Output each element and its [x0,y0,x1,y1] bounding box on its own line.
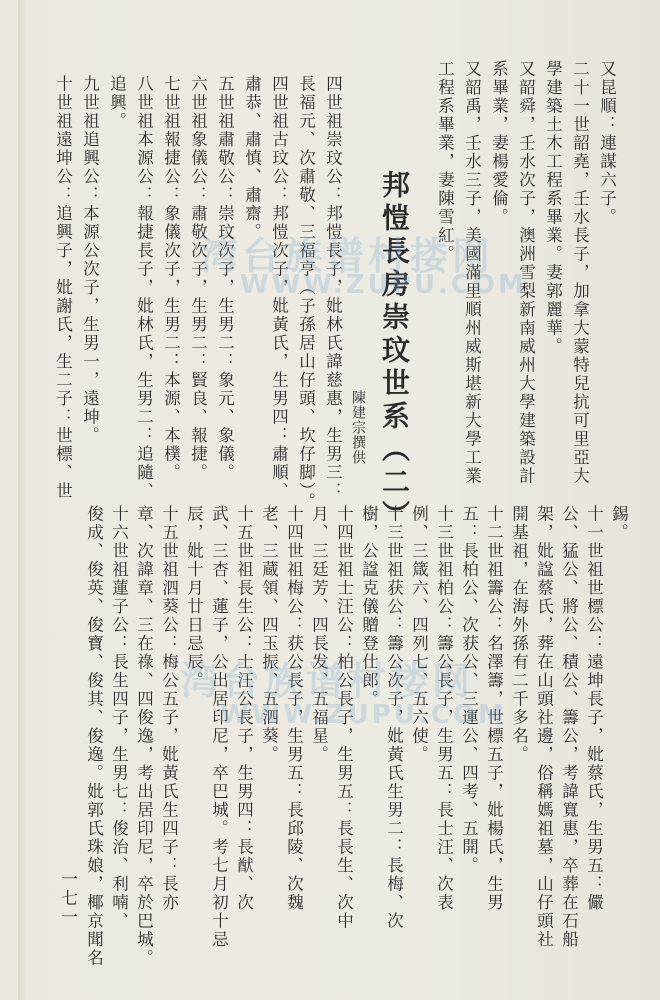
text-column-left-3: 四世祖古玟公：邦愷次子，妣黃氏，生男四：肅順、 [269,75,289,501]
text-column-lower-12: 十四世祖士汪公：柏公長子，生男五：長長生、次中 [334,505,354,931]
text-column-lower-2: 十一世祖世標公：遠坤長子，妣蔡氏，生男五：儼 [584,505,604,912]
text-column-top-4: 又韶舜，壬水次子，澳洲雪梨新南威州大學建築設計 [516,60,536,486]
text-column-lower-9: 例、三箴六、四列七、五六使。 [409,505,429,764]
text-column-lower-21: 十六世祖蓮子公：長生四子，生男七：俊治、利喃、 [109,505,129,931]
text-column-lower-11: 樹，公諡克儀贈登仕郎。 [359,505,379,709]
text-column-lower-15: 老、三蔵領、四玉振、五泗葵。 [259,505,279,764]
text-column-left-9: 追興。 [107,75,127,131]
text-column-top-5: 系畢業，妻楊愛倫。 [489,60,509,227]
page-fold-shadow [18,0,28,1000]
page-number: 一七一 [57,870,77,927]
text-column-left-2: 長福元、次肅敬、三福亨（子孫居山仔頭、坎仔脚）。 [296,75,316,511]
text-column-lower-18: 辰，妣十月廿日忌辰。 [184,505,204,690]
watermark-en-top: WWW.ZUPU.COM [240,270,527,300]
text-column-lower-10: 十三世祖获公：籌公次子，妣黃氏生男二：長梅、次 [384,505,404,931]
text-column-lower-1: 錫。 [609,505,629,542]
text-column-lower-22: 俊成、俊英、俊寶、俊其、俊逸。妣郭氏珠娘，椰京聞名 [84,505,104,968]
text-column-lower-16: 十五世祖長生公：士汪公長子，生男四：長猷、次 [234,505,254,912]
text-column-lower-20: 章、次諱章、三在祿、四俊逸，考出居印尼，卒於巴城。 [134,505,154,968]
text-column-lower-3: 公、猛公、將公、積公、籌公，考諱寬惠，卒葬在石船 [559,505,579,949]
text-column-top-2: 二十一世韶堯，壬水長子，加拿大蒙特兒抗可里亞大 [570,60,590,486]
text-column-lower-13: 月、三廷芳、四長发、五福星。 [309,505,329,764]
text-column-lower-14: 十四世祖梅公：获公長子，生男五：長邱陵、次魏 [284,505,304,912]
text-column-left-11: 十世祖遠坤公：追興子，妣謝氏，生二子：世標、世 [53,75,73,501]
text-column-left-5: 五世祖肅敬公：崇玟次子，生男二：象元、象儀。 [215,75,235,482]
watermark-cn-bottom: 湾台族谱村搂网 [180,659,475,703]
text-column-left-1: 四世祖崇玟公：邦愷長子，妣林氏諱慈惠，生男三： [323,75,343,501]
text-column-lower-5: 開基祖，在海外孫有二千多名。 [509,505,529,764]
text-column-left-6: 六世祖象儀公：肅敬次子，生男二：賢良、報捷。 [188,75,208,482]
text-column-lower-17: 武、三杏、蓮子，公出居印尼，卒巴城。考七月初十忌 [209,505,229,949]
text-column-top-7: 工程系畢業，妻陳雪紅。 [435,60,455,264]
text-column-lower-6: 十二世祖籌公：名澤籌，世標五子，妣楊氏，生男 [484,505,504,912]
author-credit: 陳建宗撰供 [350,390,366,465]
text-column-top-6: 又韶禹，壬水三子，美國滿里順州威斯堪新大學工業 [462,60,482,486]
watermark-en-bottom: WWW.ZUPU.COM [220,700,507,730]
text-column-top-3: 學建築土木工程系畢業。妻郭麗華。 [543,60,563,356]
text-column-lower-8: 十三世祖柏公：籌公長子，生男五：長士汪、次表 [434,505,454,912]
text-column-lower-4: 架，妣諡蔡氏，葬在山頭社邊，俗稱媽祖墓，山仔頭社 [534,505,554,949]
text-column-left-10: 九世祖追興公：本源公次子，生男一，遠坤。 [80,75,100,445]
watermark-cn-top: 湾台族谱村搂网 [200,234,495,278]
text-column-top-1: 又昆順：連謀六子。 [597,60,617,227]
text-column-lower-19: 十五世祖泗葵公：梅公五子，妣黃氏生四子：長亦 [159,505,179,912]
text-column-left-4: 肅恭、肅慎、肅齋。 [242,75,262,242]
section-title: 邦愷長房崇玟世系（二） [378,170,411,533]
text-column-lower-7: 五：長柏公、次获公、三運公、四考、五開。 [459,505,479,875]
text-column-left-7: 七世祖報捷公：象儀次子，生男二：本源、本樸。 [161,75,181,482]
text-column-left-8: 八世祖本源公：報捷長子，妣林氏，生男二：追隨、 [134,75,154,501]
